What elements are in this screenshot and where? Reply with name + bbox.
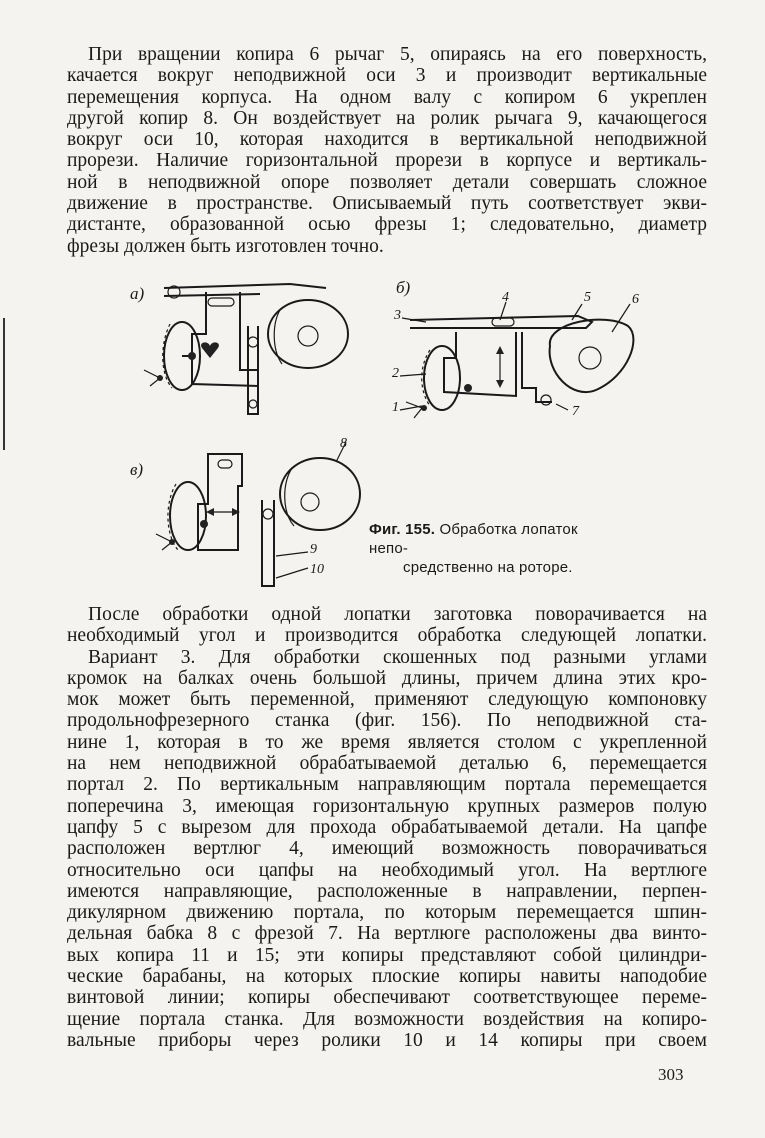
- text-line: расположен вертлюг 4, имеющий возможность поворачиваться: [67, 838, 707, 860]
- text-line: прорези. Наличие горизонтальной прорези в корпусе и вертикаль-: [67, 150, 707, 172]
- text-line: дистанте, образованной осью фрезы 1; следовательно, диаметр: [67, 214, 707, 236]
- caption-lead: Фиг. 155.: [369, 521, 436, 538]
- text-line: вальные приборы через ролики 10 и 14 копиры при своем: [67, 1029, 707, 1051]
- text-line: перемещения корпуса. На одном валу с копиром 6 укреплен: [67, 86, 707, 108]
- text-line: поперечина 3, имеющая горизонтальную крупных размеров полую: [67, 795, 707, 817]
- text-line: дельная бабка 8 с фрезой 7. На вертлюге расположены два винто-: [67, 923, 707, 945]
- panel-label-v: в): [130, 460, 144, 479]
- text-line: щение портала станка. Для возможности воздействия на копиро-: [67, 1008, 707, 1030]
- panel-label-b: б): [396, 278, 411, 297]
- mechanism-drawing-a: [140, 274, 360, 424]
- text-line: нине 1, которая в то же время является столом с укрепленной: [67, 731, 707, 753]
- text-line: кромок на балках очень большой длины, причем длина этих кро-: [67, 667, 707, 689]
- margin-scan-line: [3, 318, 5, 450]
- text-line: вых копира 11 и 15; эти копиры представляют собой цилиндри-: [67, 944, 707, 966]
- figure-caption: [369, 520, 619, 577]
- part-number-8: 8: [340, 436, 347, 451]
- mechanism-drawing-v: [150, 440, 380, 590]
- part-number-10: 10: [310, 562, 324, 577]
- text-line: мок может быть переменной, применяют следующую компоновку: [67, 689, 707, 711]
- part-number-6: 6: [632, 292, 639, 307]
- text-line: ной в неподвижной опоре позволяет детали совершать сложное: [67, 171, 707, 193]
- paragraph-top: [67, 44, 707, 257]
- text-line: винтовой линии; копиры обеспечивают соответствующее переме-: [67, 987, 707, 1009]
- caption-text-1: Обработка лопаток непо-: [369, 521, 578, 557]
- part-number-9: 9: [310, 542, 317, 557]
- text-line: фрезы должен быть изготовлен точно.: [67, 235, 384, 257]
- text-line: движение в пространстве. Описываемый путь соответствует экви-: [67, 193, 707, 215]
- part-number-1: 1: [392, 400, 399, 415]
- text-line: вокруг оси 10, которая находится в вертикальной неподвижной: [67, 129, 707, 151]
- text-line: Вариант 3. Для обработки скошенных под разными углами: [88, 646, 707, 668]
- caption-text-2: средственно на роторе.: [403, 559, 573, 576]
- text-line: После обработки одной лопатки заготовка поворачивается на: [88, 604, 707, 625]
- text-line: имеются направляющие, расположенные в направлении, перпен-: [67, 880, 707, 902]
- part-number-7: 7: [572, 404, 579, 419]
- text-line: другой копир 8. Он воздействует на ролик рычага 9, качающегося: [67, 107, 707, 129]
- part-number-5: 5: [584, 290, 591, 305]
- part-number-2: 2: [392, 366, 399, 381]
- text-line: ческие барабаны, на которых плоские копиры навиты наподобие: [67, 966, 707, 988]
- text-line: на нем неподвижной обрабатываемой деталью 6, перемещается: [67, 753, 707, 775]
- text-line: цапфу 5 с вырезом для прохода обрабатываемой детали. На цапфе: [67, 816, 707, 838]
- paragraph-after: [67, 604, 707, 1051]
- part-number-3: 3: [394, 308, 401, 323]
- part-number-4: 4: [502, 290, 509, 305]
- text-line: дикулярном движению портала, по которым перемещается шпин-: [67, 902, 707, 924]
- text-line: относительно оси цапфы на необходимый угол. На вертлюге: [67, 859, 707, 881]
- text-line: необходимый угол и производится обработка следующей лопатки.: [67, 625, 707, 647]
- panel-label-a: а): [130, 284, 145, 303]
- text-line: При вращении копира 6 рычаг 5, опираясь на его поверхность,: [88, 44, 707, 65]
- text-line: качается вокруг неподвижной оси 3 и производит вертикальные: [67, 65, 707, 87]
- text-line: портал 2. По вертикальным направляющим портала перемещается: [67, 774, 707, 796]
- text-line: продольнофрезерного станка (фиг. 156). По неподвижной ста-: [67, 710, 707, 732]
- page-number: 303: [658, 1065, 684, 1084]
- mechanism-drawing-b: [396, 292, 656, 432]
